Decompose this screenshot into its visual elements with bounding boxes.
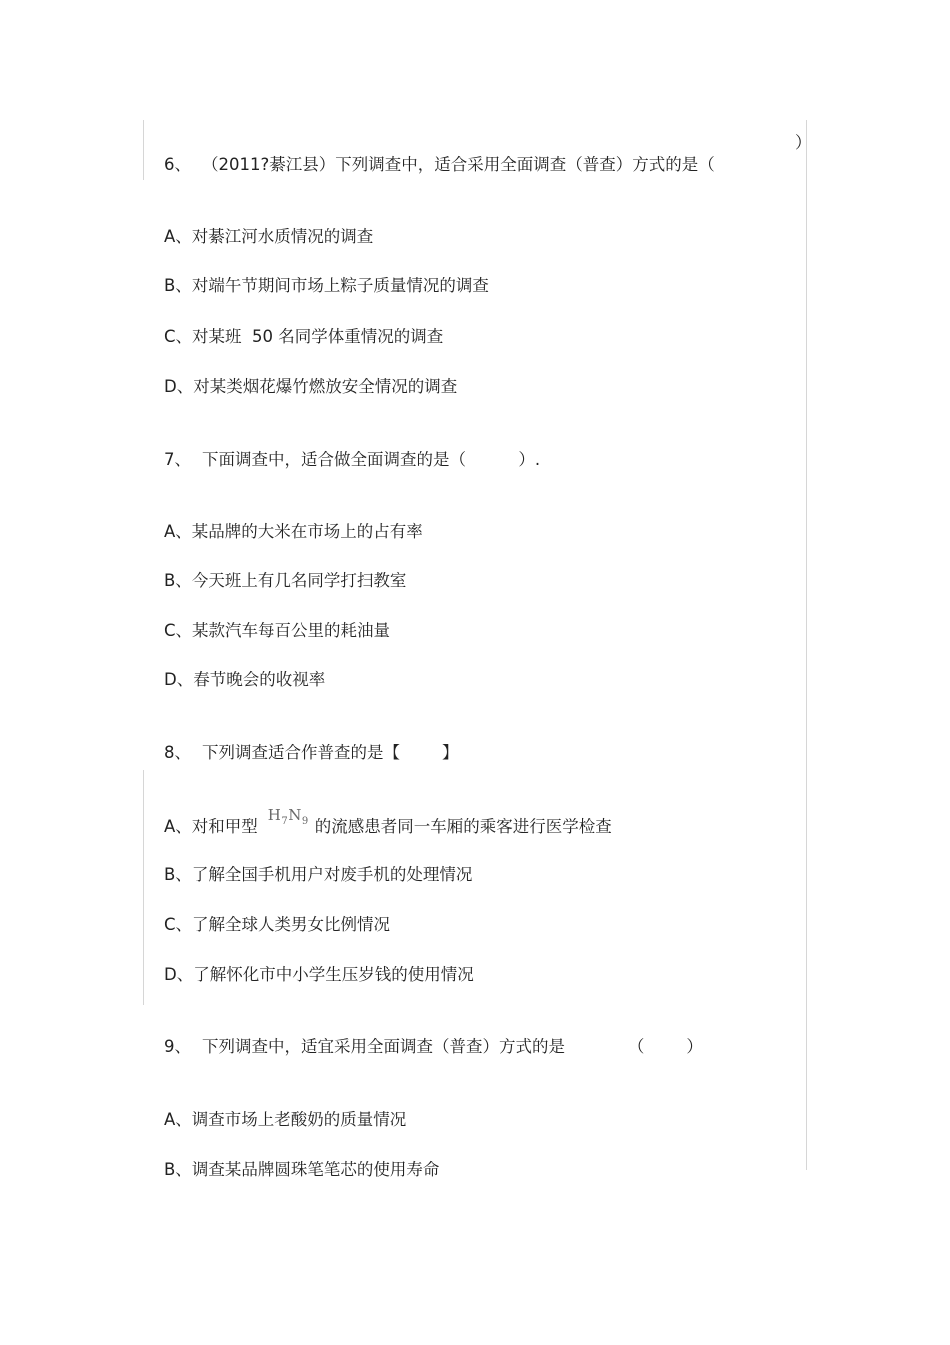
h7n9-formula: $H_7N_9$	[267, 806, 309, 827]
question-text: 下列调查中，适宜采用全面调查（普查）方式的是 （ ）	[201, 1037, 703, 1056]
question-6-option-d	[143, 354, 457, 420]
option-letter: A、	[163, 1110, 192, 1129]
right-margin-line	[806, 120, 807, 1170]
question-text: 下列调查适合作普查的是【 】	[201, 743, 459, 762]
question-9-option-b	[143, 1137, 439, 1203]
question-7-option-d	[143, 647, 325, 713]
option-text: 春节晚会的收视率	[193, 670, 326, 689]
question-number: 7、	[163, 450, 191, 469]
question-number: 8、	[163, 743, 191, 762]
question-8-option-d	[143, 942, 474, 1008]
question-9-stem	[143, 1014, 703, 1080]
option-letter: B、	[163, 571, 192, 590]
question-7-stem	[143, 427, 540, 493]
question-text: 下面调查中，适合做全面调查的是（ ）.	[201, 450, 541, 469]
question-text: （2011?綦江县）下列调查中，适合采用全面调查（普查）方式的是（	[201, 155, 715, 174]
option-letter: C、	[163, 621, 193, 640]
option-text: 对端午节期间市场上粽子质量情况的调查	[191, 276, 489, 295]
option-letter: A、	[163, 817, 192, 836]
option-letter: C、	[163, 915, 193, 934]
option-text: 某款汽车每百公里的耗油量	[192, 621, 391, 640]
question-6-stem	[143, 132, 715, 198]
option-text: 对和甲型	[191, 817, 258, 836]
option-text: 了解怀化市中小学生压岁钱的使用情况	[193, 965, 474, 984]
option-text: 对綦江河水质情况的调查	[191, 227, 374, 246]
option-text: 的流感患者同一车厢的乘客进行医学检查	[314, 817, 612, 836]
question-8-stem	[143, 720, 458, 786]
option-letter: A、	[163, 227, 192, 246]
option-text: 今天班上有几名同学打扫教室	[191, 571, 407, 590]
option-text: 调查市场上老酸奶的质量情况	[191, 1110, 407, 1129]
option-letter: B、	[163, 1160, 192, 1179]
option-letter: B、	[163, 865, 192, 884]
option-letter: D、	[163, 670, 194, 689]
option-letter: A、	[163, 522, 192, 541]
option-text: 对某班 50 名同学体重情况的调查	[192, 327, 444, 346]
option-text: 了解全球人类男女比例情况	[192, 915, 391, 934]
question-6-close-paren: ）	[795, 133, 812, 152]
option-text: 对某类烟花爆竹燃放安全情况的调查	[193, 377, 458, 396]
option-letter: C、	[163, 327, 193, 346]
option-letter: B、	[163, 276, 192, 295]
option-text: 某品牌的大米在市场上的占有率	[191, 522, 423, 541]
option-letter: D、	[163, 377, 194, 396]
option-text: 了解全国手机用户对废手机的处理情况	[191, 865, 473, 884]
option-text: 调查某品牌圆珠笔笔芯的使用寿命	[191, 1160, 440, 1179]
question-number: 9、	[163, 1037, 191, 1056]
question-number: 6、	[163, 155, 191, 174]
option-letter: D、	[163, 965, 194, 984]
